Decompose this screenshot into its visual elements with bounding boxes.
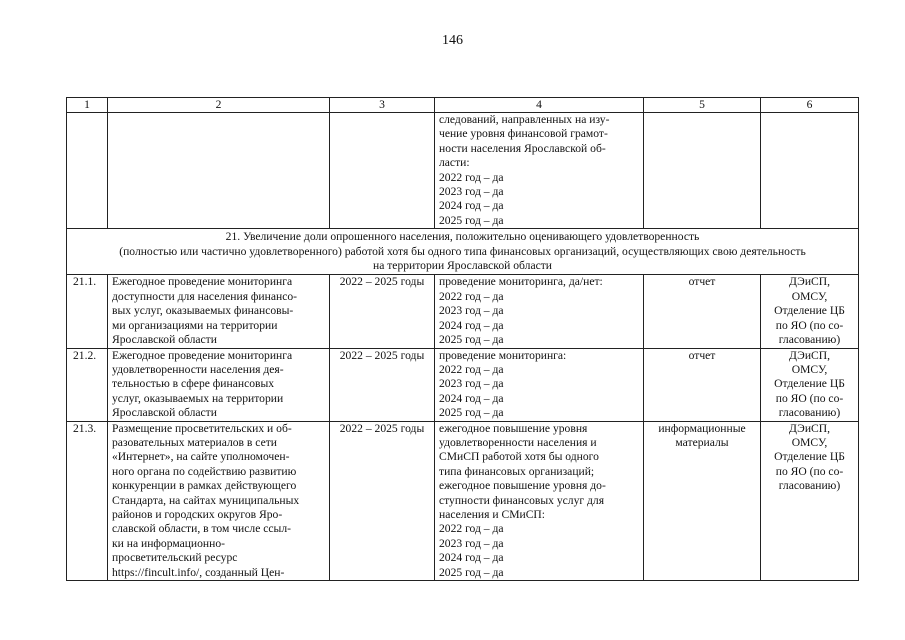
empty-cell <box>330 113 435 229</box>
column-number-row <box>67 98 859 113</box>
action-cell: Размещение просветительских и об- разовательных материалов в сети «Интернет», на сайте уполномочен- ного органа по содействию развитию конкуренции в рамках действующего Стандарта, на сайтах муниципальных районов и городских округов Яро- славской области, в том числе ссыл- ки на информационно- просветительский ресурс https://fincult.info/, созданный Цен- <box>108 421 330 580</box>
row-number: 21.1. <box>67 275 108 348</box>
column-number-5: 5 <box>644 98 761 113</box>
table-row <box>67 275 859 348</box>
empty-cell <box>644 113 761 229</box>
section-heading-row <box>67 229 859 275</box>
period-cell: 2022 – 2025 годы <box>330 275 435 348</box>
table-row <box>67 348 859 421</box>
indicator-cell: проведение мониторинга, да/нет: 2022 год – да 2023 год – да 2024 год – да 2025 год – да <box>435 275 644 348</box>
document-cell: отчет <box>644 348 761 421</box>
period-cell: 2022 – 2025 годы <box>330 421 435 580</box>
document-cell: отчет <box>644 275 761 348</box>
action-cell: Ежегодное проведение мониторинга доступности для населения финансо- вых услуг, оказываемых финансовы- ми организациями на территории Ярославской области <box>108 275 330 348</box>
table-row <box>67 421 859 580</box>
period-cell: 2022 – 2025 годы <box>330 348 435 421</box>
column-number-1: 1 <box>67 98 108 113</box>
row-number: 21.2. <box>67 348 108 421</box>
indicator-cell: следований, направленных на изу- чение уровня финансовой грамот- ности населения Ярославской об- ласти: 2022 год – да 2023 год – да 2024 год – да 2025 год – да <box>435 113 644 229</box>
indicator-cell: ежегодное повышение уровня удовлетворенности населения и СМиСП работой хотя бы одного типа финансовых организаций; ежегодное повышение уровня до- ступности финансовых услуг для населения и СМиСП: 2022 год – да 2023 год – да 2024 год – да 2025 год – да <box>435 421 644 580</box>
column-number-2: 2 <box>108 98 330 113</box>
row-number: 21.3. <box>67 421 108 580</box>
indicator-cell: проведение мониторинга: 2022 год – да 2023 год – да 2024 год – да 2025 год – да <box>435 348 644 421</box>
document-cell: информационные материалы <box>644 421 761 580</box>
page-number: 146 <box>442 33 463 48</box>
continuation-row <box>67 113 859 229</box>
section-heading: 21. Увеличение доли опрошенного населения, положительно оценивающего удовлетворенность (полностью или частично удовлетворенного) работой хотя бы одного типа финансовых организаций, осуществляющих свою деятельность на территории Ярославской области <box>67 229 859 275</box>
column-number-3: 3 <box>330 98 435 113</box>
empty-cell <box>108 113 330 229</box>
measures-table <box>66 97 859 581</box>
column-number-6: 6 <box>761 98 859 113</box>
action-cell: Ежегодное проведение мониторинга удовлетворенности населения дея- тельностью в сфере финансовых услуг, оказываемых на территории Ярославской области <box>108 348 330 421</box>
column-number-4: 4 <box>435 98 644 113</box>
empty-cell <box>761 113 859 229</box>
executors-cell: ДЭиСП, ОМСУ, Отделение ЦБ по ЯО (по со- гласованию) <box>761 348 859 421</box>
executors-cell: ДЭиСП, ОМСУ, Отделение ЦБ по ЯО (по со- гласованию) <box>761 421 859 580</box>
empty-cell <box>67 113 108 229</box>
executors-cell: ДЭиСП, ОМСУ, Отделение ЦБ по ЯО (по со- гласованию) <box>761 275 859 348</box>
